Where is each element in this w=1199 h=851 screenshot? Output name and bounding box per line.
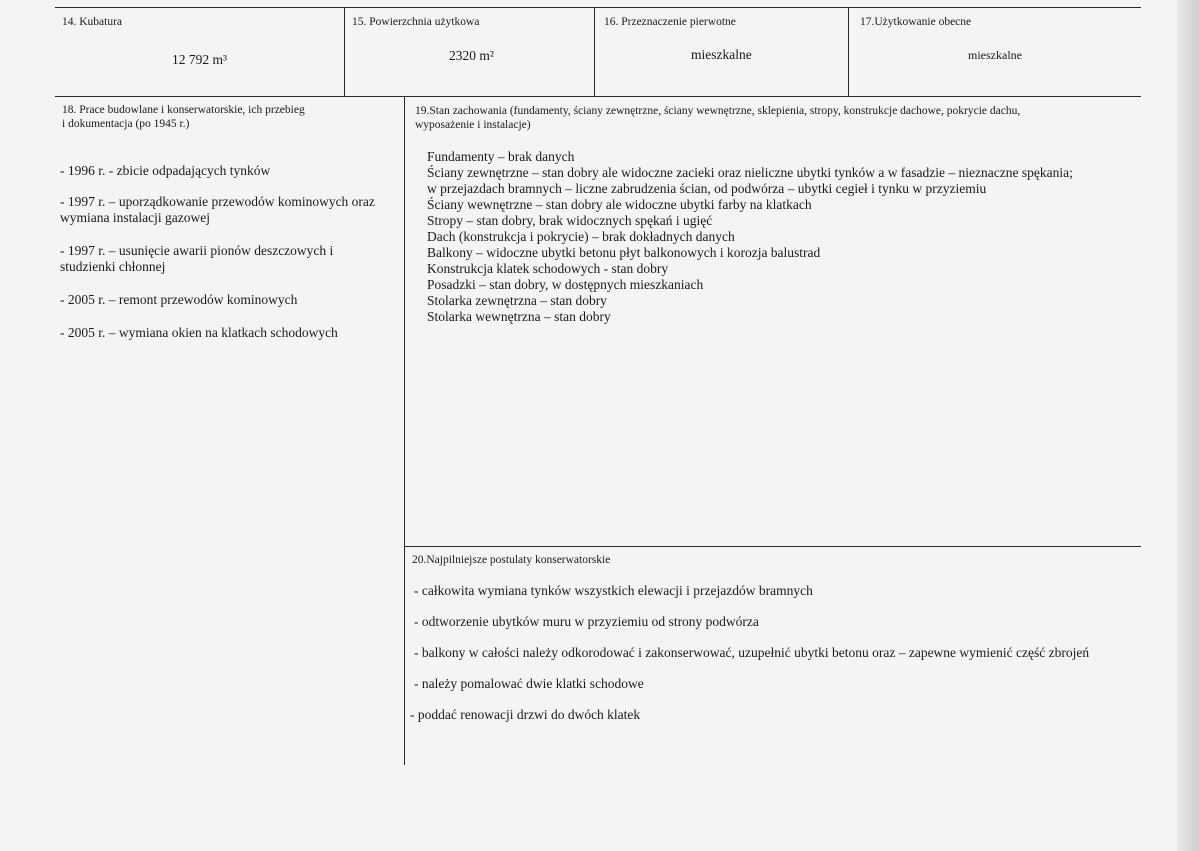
scan-edge — [1177, 0, 1199, 851]
section-18-title — [62, 103, 305, 131]
header-bottom-line — [55, 96, 1141, 97]
postulat-item: - należy pomalować dwie klatki schodowe — [414, 676, 644, 691]
list-item — [60, 163, 270, 179]
section-19-title — [415, 104, 1020, 132]
list-item-line: - 1997 r. – uporządkowanie przewodów kominowych oraz — [60, 194, 375, 209]
list-item — [60, 194, 375, 226]
postulat-item: - całkowita wymiana tynków wszystkich elewacji i przejazdów bramnych — [414, 583, 813, 598]
stan-line-klatki: Konstrukcja klatek schodowych - stan dobry — [427, 261, 669, 276]
stan-line-fundamenty: Fundamenty – brak danych — [427, 149, 575, 164]
list-item — [60, 325, 338, 341]
top-border — [55, 7, 1141, 8]
list-item — [60, 243, 333, 275]
kubatura-label: 14. Kubatura — [62, 16, 123, 28]
list-item-line: - 2005 r. – wymiana okien na klatkach schodowych — [60, 325, 338, 340]
uzytkowanie-label: 17.Użytkowanie obecne — [860, 16, 972, 28]
stan-line-sciany-wewnetrzne: Ściany wewnętrzne – stan dobry ale widoczne ubytki farby na klatkach — [427, 197, 812, 212]
postulat-item: - odtworzenie ubytków muru w przyziemiu od strony podwórza — [414, 614, 759, 629]
section-20-title: 20.Najpilniejsze postulaty konserwatorskie — [412, 554, 611, 566]
header-divider-1 — [344, 7, 345, 97]
stan-line-sciany-zewnetrzne: Ściany zewnętrzne – stan dobry ale widoczne zacieki oraz nieliczne ubytki tynków a w fasadzie – nieznaczne spękania; — [427, 165, 1073, 180]
stan-line-stolarka-wewnetrzna: Stolarka wewnętrzna – stan dobry — [427, 309, 611, 324]
header-divider-2 — [594, 7, 595, 97]
header-divider-3 — [848, 7, 849, 97]
przeznaczenie-value: mieszkalne — [691, 47, 752, 62]
kubatura-value: 12 792 m³ — [172, 52, 228, 67]
stan-line-balkony: Balkony – widoczne ubytki betonu płyt balkonowych i korozja balustrad — [427, 245, 821, 260]
przeznaczenie-label: 16. Przeznaczenie pierwotne — [604, 16, 736, 28]
list-item-line: studzienki chłonnej — [60, 259, 166, 274]
list-item-line: - 1997 r. – usunięcie awarii pionów deszczowych i — [60, 243, 334, 258]
postulat-item: - poddać renowacji drzwi do dwóch klatek — [410, 707, 641, 722]
list-item-line: wymiana instalacji gazowej — [60, 210, 210, 225]
stan-line-stolarka-zewnetrzna: Stolarka zewnętrzna – stan dobry — [427, 293, 607, 308]
powierzchnia-label: 15. Powierzchnia użytkowa — [352, 16, 480, 28]
stan-line-dach: Dach (konstrukcja i pokrycie) – brak dokładnych danych — [427, 229, 735, 244]
section-19-title-line-2: wyposażenie i instalacje) — [415, 119, 531, 131]
uzytkowanie-value: mieszkalne — [968, 48, 1022, 62]
section-19-title-line-1: 19.Stan zachowania (fundamenty, ściany zewnętrzne, ściany wewnętrzne, sklepienia, stropy, konstrukcje dachowe, pokrycie dachu, — [415, 105, 1021, 117]
section-18-title-line-2: i dokumentacja (po 1945 r.) — [62, 118, 190, 130]
section-19-list — [427, 149, 1073, 325]
stan-line-posadzki: Posadzki – stan dobry, w dostępnych mieszkaniach — [427, 277, 704, 292]
stan-line-stropy: Stropy – stan dobry, brak widocznych spękań i ugięć — [427, 213, 713, 228]
powierzchnia-value: 2320 m² — [449, 48, 494, 63]
section-20-top-line — [405, 546, 1141, 547]
list-item-line: - 2005 r. – remont przewodów kominowych — [60, 292, 298, 307]
list-item-line: - 1996 r. - zbicie odpadających tynków — [60, 163, 271, 178]
postulat-item: - balkony w całości należy odkorodować i zakonserwować, uzupełnić ubytki betonu oraz – zapewne wymienić część zbrojeń — [414, 645, 1090, 660]
stan-line-przejazdy: w przejazdach bramnych – liczne zabrudzenia ścian, od podwórza – ubytki cegieł i tynku w przyziemiu — [427, 181, 987, 196]
section-18-title-line-1: 18. Prace budowlane i konserwatorskie, ich przebieg — [62, 104, 305, 116]
column-divider — [404, 97, 405, 765]
list-item — [60, 292, 297, 308]
